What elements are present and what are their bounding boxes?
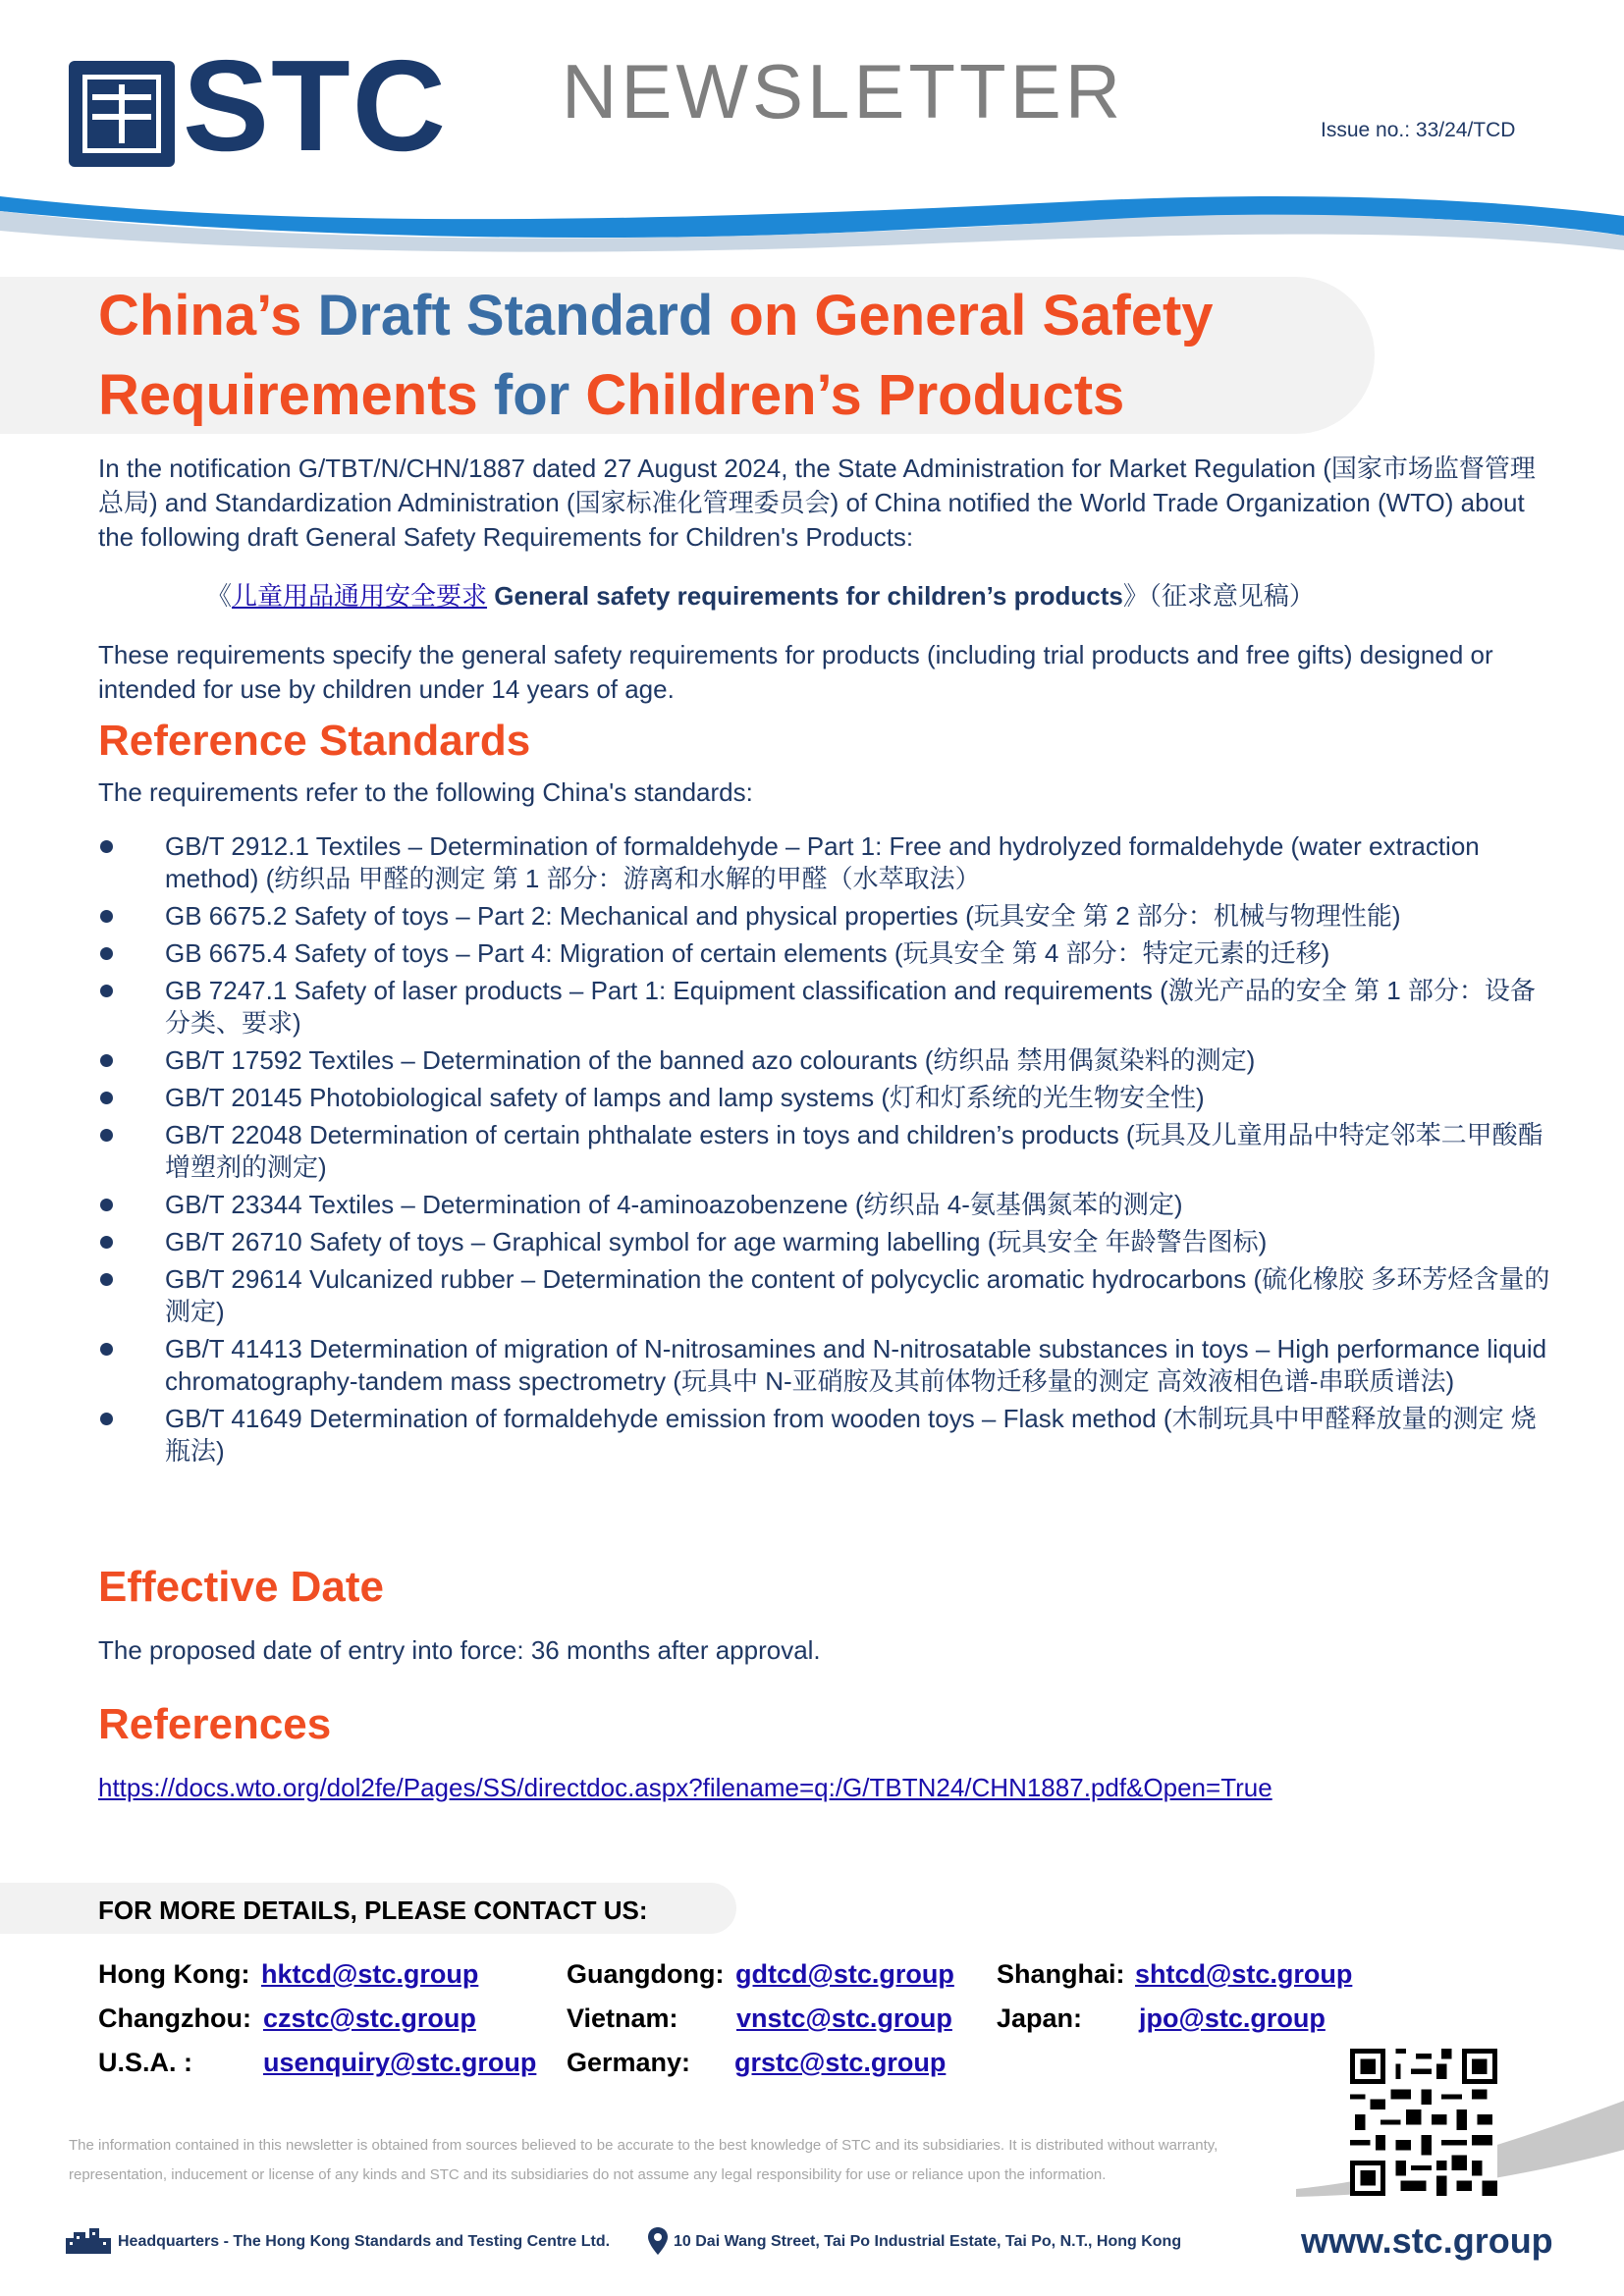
list-item: GB/T 2912.1 Textiles – Determination of formaldehyde – Part 1: Free and hydrolyzed formaldehyde (water extraction method) (纺织品 甲醛的测定 第 1 部分：游离和水解的甲醛（水萃取法） — [98, 830, 1551, 895]
list-item: GB/T 41413 Determination of migration of N-nitrosamines and N-nitrosatable substances in toys – High performance liquid chromatography-tandem mass spectrometry (玩具中 N-亚硝胺及其前体物迁移量的测定 高效液相色谱-串联质谱法) — [98, 1333, 1551, 1398]
list-item: GB/T 20145 Photobiological safety of lamps and lamp systems (灯和灯系统的光生物安全性) — [98, 1082, 1551, 1114]
list-item: GB/T 22048 Determination of certain phthalate esters in toys and children’s products (玩具及儿童用品中特定邻苯二甲酸酯增塑剂的测定) — [98, 1119, 1551, 1184]
references-heading: References — [98, 1700, 332, 1748]
website-link[interactable]: www.stc.group — [1301, 2220, 1553, 2261]
issue-number: Issue no.: 33/24/TCD — [1321, 119, 1516, 141]
qr-code-icon[interactable] — [1350, 2049, 1497, 2196]
usa-email-link[interactable]: usenquiry@stc.group — [263, 2048, 537, 2077]
address-text: 10 Dai Wang Street, Tai Po Industrial Estate, Tai Po, N.T., Hong Kong — [674, 2233, 1182, 2250]
japan-email-link[interactable]: jpo@stc.group — [1139, 2003, 1326, 2033]
list-item: GB/T 26710 Safety of toys – Graphical symbol for age warming labelling (玩具安全 年龄警告图标) — [98, 1226, 1551, 1258]
contact-title: FOR MORE DETAILS, PLEASE CONTACT US: — [98, 1896, 648, 1925]
intro-paragraph: In the notification G/TBT/N/CHN/1887 dated 27 August 2024, the State Administration for Market Regulation (国家市场监督管理总局) and Standardization Administration (国家标准化管理委员会) of China notified the World Trade Organization (WTO) about the following draft General Safety Requirements for Children's Products: — [98, 454, 1536, 552]
reference-standards-intro: The requirements refer to the following China's standards: — [98, 777, 753, 807]
vietnam-label: Vietnam: — [567, 2003, 678, 2033]
page-title-line-1: China’s Draft Standard on General Safety — [98, 284, 1214, 347]
list-item: GB 6675.2 Safety of toys – Part 2: Mechanical and physical properties (玩具安全 第 2 部分：机械与物理性能) — [98, 900, 1551, 933]
list-item: GB/T 17592 Textiles – Determination of the banned azo colourants (纺织品 禁用偶氮染料的测定) — [98, 1044, 1551, 1077]
japan-label: Japan: — [997, 2003, 1083, 2033]
page-title-line-2: Requirements for Children’s Products — [98, 363, 1125, 427]
building-icon — [64, 2228, 113, 2254]
changzhou-label: Changzhou: — [98, 2003, 251, 2033]
stc-logo-text: STC — [183, 33, 448, 178]
hong-kong-label: Hong Kong: — [98, 1959, 250, 1989]
standards-list — [98, 830, 1551, 1472]
stc-logo-mark — [69, 61, 175, 167]
list-item: GB 7247.1 Safety of laser products – Part 1: Equipment classification and requirements (激光产品的安全 第 1 部分：设备分类、要求) — [98, 975, 1551, 1040]
guangdong-label: Guangdong: — [567, 1959, 725, 1989]
standard-title-quote: 《儿童用品通用安全要求 General safety requirements for children’s products》（征求意见稿） — [206, 581, 1315, 611]
list-item: GB/T 41649 Determination of formaldehyde emission from wooden toys – Flask method (木制玩具中甲醛释放量的测定 烧瓶法) — [98, 1403, 1551, 1468]
location-pin-icon — [648, 2227, 668, 2255]
header-swoosh — [0, 177, 1624, 285]
chinese-title-link[interactable]: 儿童用品通用安全要求 — [232, 581, 488, 611]
disclaimer: The information contained in this newsletter is obtained from sources believed to be accurate to the best knowledge of STC and its subsidiaries. It is distributed without warranty, representation, inducement or license of any kinds and STC and its subsidiaries do not assume any legal responsibility for use or reliance upon the information. — [69, 2137, 1218, 2183]
vietnam-email-link[interactable]: vnstc@stc.group — [736, 2003, 952, 2033]
changzhou-email-link[interactable]: czstc@stc.group — [263, 2003, 476, 2033]
hong-kong-email-link[interactable]: hktcd@stc.group — [261, 1959, 479, 1989]
effective-date-heading: Effective Date — [98, 1563, 385, 1611]
usa-label: U.S.A. : — [98, 2048, 193, 2077]
headquarters-text: Headquarters - The Hong Kong Standards and Testing Centre Ltd. — [118, 2233, 611, 2250]
effective-date-text: The proposed date of entry into force: 36 months after approval. — [98, 1635, 821, 1665]
wto-reference-link[interactable]: https://docs.wto.org/dol2fe/Pages/SS/directdoc.aspx?filename=q:/G/TBTN24/CHN1887.pdf&Open=True — [98, 1773, 1272, 1802]
germany-label: Germany: — [567, 2048, 691, 2077]
scope-paragraph: These requirements specify the general safety requirements for products (including trial products and free gifts) designed or intended for use by children under 14 years of age. — [98, 640, 1493, 704]
newsletter-heading: NEWSLETTER — [562, 48, 1125, 134]
guangdong-email-link[interactable]: gdtcd@stc.group — [735, 1959, 954, 1989]
germany-email-link[interactable]: grstc@stc.group — [734, 2048, 947, 2077]
list-item: GB/T 29614 Vulcanized rubber – Determination the content of polycyclic aromatic hydrocarbons (硫化橡胶 多环芳烃含量的测定) — [98, 1263, 1551, 1328]
list-item: GB 6675.4 Safety of toys – Part 4: Migration of certain elements (玩具安全 第 4 部分：特定元素的迁移) — [98, 937, 1551, 970]
shanghai-label: Shanghai: — [997, 1959, 1125, 1989]
reference-standards-heading: Reference Standards — [98, 717, 531, 765]
list-item: GB/T 23344 Textiles – Determination of 4-aminoazobenzene (纺织品 4-氨基偶氮苯的测定) — [98, 1189, 1551, 1221]
shanghai-email-link[interactable]: shtcd@stc.group — [1135, 1959, 1353, 1989]
